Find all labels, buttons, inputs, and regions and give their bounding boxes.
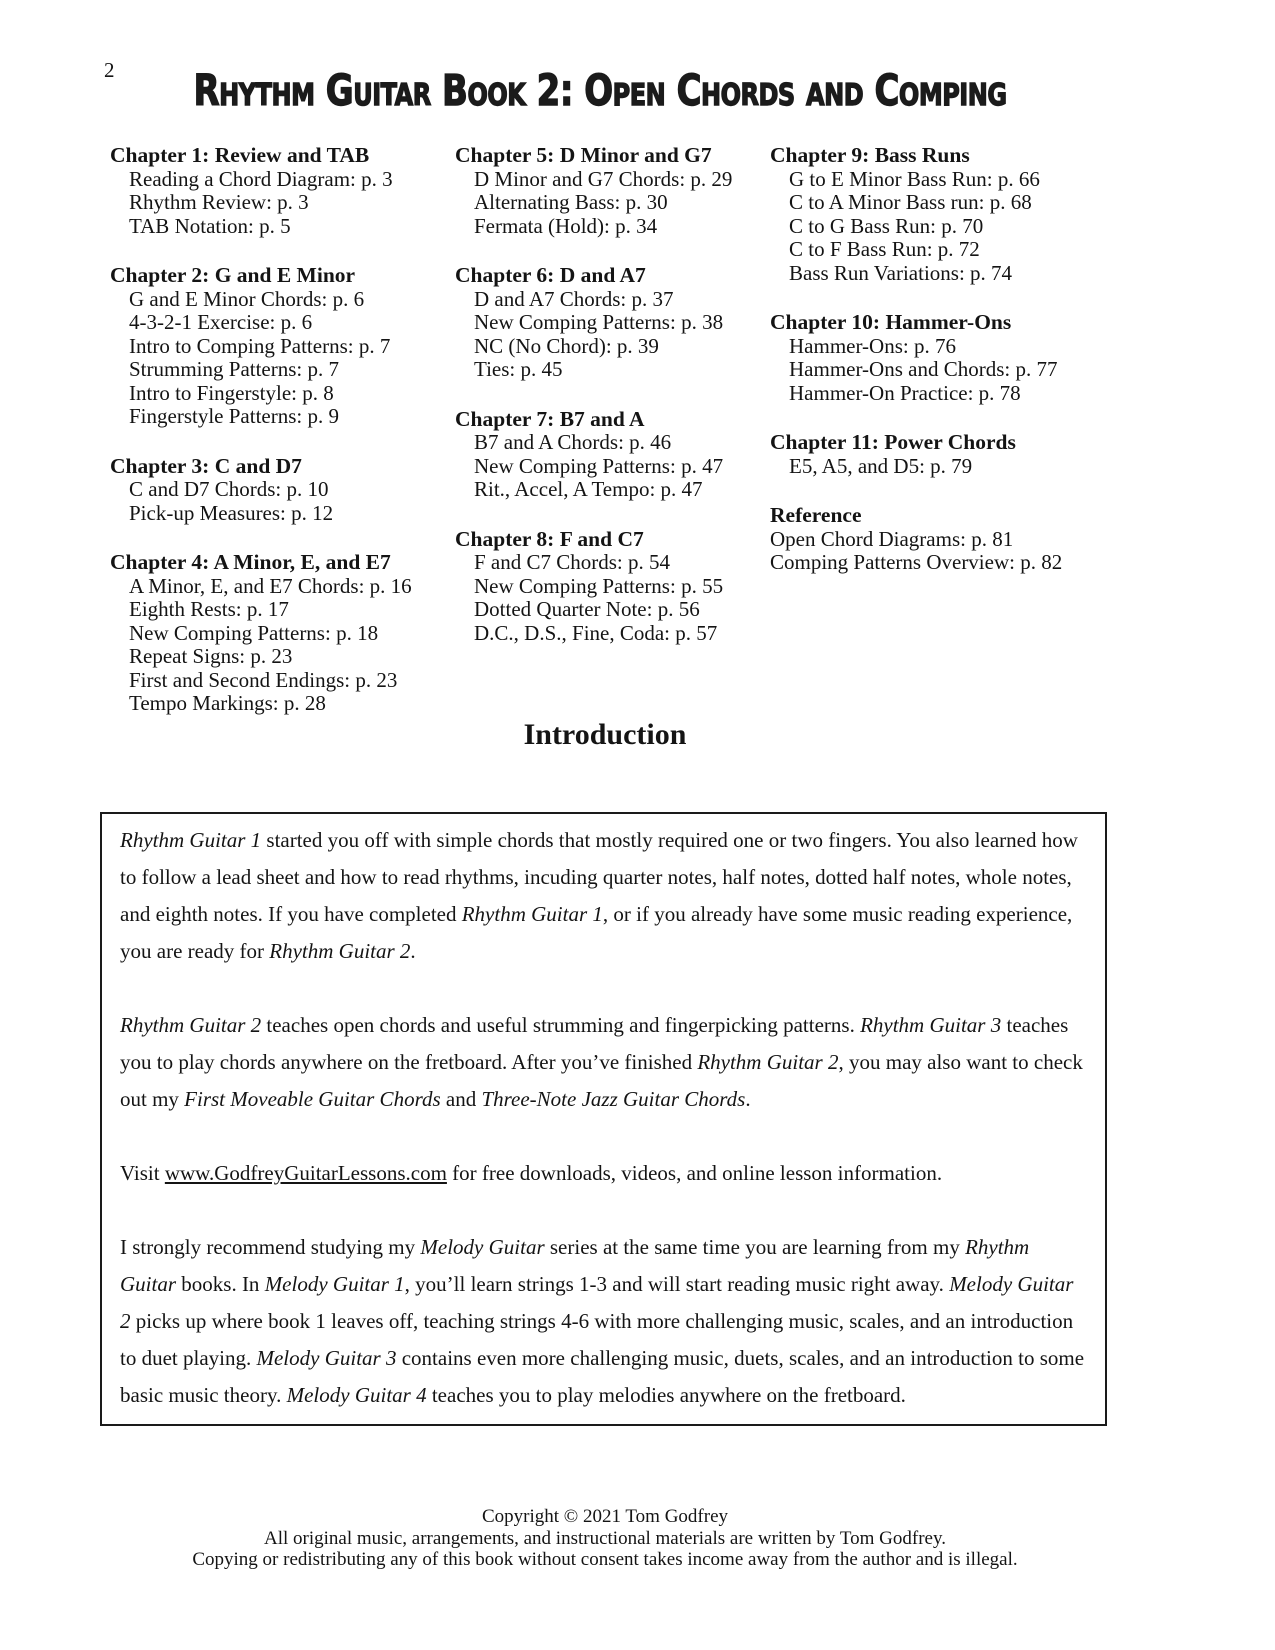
toc-entry: Rhythm Review: p. 3 — [129, 190, 309, 214]
toc-chapter — [455, 264, 770, 382]
book-title: Rhythm Guitar Book 2: Open Chords and Comping — [193, 66, 1007, 116]
toc-chapter-title: Chapter 4: A Minor, E, and E7 — [110, 550, 391, 574]
toc-chapter — [770, 311, 1110, 405]
toc-entry: Pick-up Measures: p. 12 — [129, 500, 334, 525]
toc-chapter — [455, 408, 770, 502]
text-segment: I strongly recommend studying my — [120, 1235, 421, 1259]
toc-entry: Hammer-On Practice: p. 78 — [789, 380, 1021, 405]
toc-chapter — [110, 144, 455, 238]
book-title-reference: Melody Guitar 1 — [264, 1272, 405, 1296]
toc-entry: Strumming Patterns: p. 7 — [129, 357, 339, 381]
text-segment: , or if you already have some music reading experience, you are ready for — [120, 902, 1073, 963]
toc-chapter-title: Chapter 6: D and A7 — [455, 263, 646, 287]
text-segment: books. In — [176, 1272, 265, 1296]
toc-entry: C to A Minor Bass run: p. 68 — [789, 190, 1032, 214]
toc-entry: Fingerstyle Patterns: p. 9 — [129, 404, 339, 428]
toc-entry: Open Chord Diagrams: p. 81 — [770, 526, 1014, 551]
text-segment: teaches you to play chords anywhere on the fretboard. After you’ve finished — [120, 1013, 1069, 1074]
page-number: 2 — [104, 58, 115, 82]
text-segment: teaches you to play melodies anywhere on the fretboard. — [426, 1383, 906, 1407]
intro-paragraph-2 — [120, 1007, 1087, 1118]
toc-column-1 — [110, 144, 455, 742]
book-title-reference: Rhythm Guitar 2 — [697, 1050, 839, 1074]
toc-entry: F and C7 Chords: p. 54 — [474, 550, 671, 574]
intro-paragraph-3 — [120, 1155, 1087, 1192]
book-title-reference: Rhythm Guitar 2 — [269, 939, 411, 963]
toc-entry: C and D7 Chords: p. 10 — [129, 477, 329, 501]
toc-entry: Dotted Quarter Note: p. 56 — [474, 597, 700, 621]
toc-chapter — [770, 431, 1110, 478]
text-segment: series at the same time you are learning from my — [544, 1235, 966, 1259]
text-segment: . — [410, 939, 416, 963]
toc-entry: Comping Patterns Overview: p. 82 — [770, 550, 1063, 574]
toc-entry: Reading a Chord Diagram: p. 3 — [129, 166, 393, 191]
toc-entry: C to G Bass Run: p. 70 — [789, 213, 984, 238]
toc-entry: New Comping Patterns: p. 47 — [474, 453, 724, 478]
book-title-reference: Rhythm Guitar — [120, 1235, 1030, 1296]
book-title-reference: Three-Note Jazz Guitar Chords — [481, 1087, 746, 1111]
toc-entry: G to E Minor Bass Run: p. 66 — [789, 166, 1040, 191]
copyright-line: Copyright © 2021 Tom Godfrey — [481, 1506, 729, 1527]
toc-entry: Alternating Bass: p. 30 — [474, 190, 668, 214]
toc-chapter-title: Chapter 8: F and C7 — [455, 526, 644, 551]
toc-chapter — [455, 528, 770, 646]
toc — [110, 144, 1110, 742]
book-title-reference: First Moveable Guitar Chords — [184, 1087, 441, 1111]
toc-entry: Tempo Markings: p. 28 — [129, 691, 326, 715]
website-link[interactable]: www.GodfreyGuitarLessons.com — [164, 1161, 447, 1185]
text-segment: , you’ll learn strings 1-3 and will start reading music right away. — [404, 1272, 950, 1296]
toc-entry: Bass Run Variations: p. 74 — [789, 260, 1013, 285]
toc-entry: Repeat Signs: p. 23 — [129, 644, 293, 668]
toc-entry: A Minor, E, and E7 Chords: p. 16 — [129, 573, 412, 598]
toc-entry: D Minor and G7 Chords: p. 29 — [474, 166, 733, 191]
toc-entry: New Comping Patterns: p. 38 — [474, 310, 724, 334]
book-title-reference: Rhythm Guitar 3 — [860, 1013, 1002, 1037]
toc-entry: Rit., Accel, A Tempo: p. 47 — [474, 477, 703, 501]
toc-entry: TAB Notation: p. 5 — [129, 213, 291, 238]
toc-entry: G and E Minor Chords: p. 6 — [129, 286, 365, 311]
text-segment: started you off with simple chords that mostly required one or two fingers. You also learned how to follow a lead sheet and how to read rhythms, incuding quarter notes, half notes, dotted half notes, whole notes, and eighth notes. If you have completed — [120, 828, 1078, 926]
authorship-line: All original music, arrangements, and instructional materials are written by Tom Godfrey. — [264, 1527, 946, 1549]
book-title-reference: Rhythm Guitar 1 — [120, 828, 262, 852]
toc-chapter-title: Chapter 1: Review and TAB — [110, 143, 370, 167]
text-segment: , you may also want to check out my — [120, 1050, 1083, 1111]
toc-chapter-title: Chapter 10: Hammer-Ons — [770, 310, 1012, 334]
intro-paragraph-1 — [120, 822, 1087, 970]
text-segment: . — [745, 1087, 751, 1111]
toc-entry: NC (No Chord): p. 39 — [474, 333, 659, 358]
book-title-reference: Melody Guitar 3 — [256, 1346, 397, 1370]
toc-entry: Hammer-Ons and Chords: p. 77 — [789, 357, 1058, 381]
introduction-heading: Introduction — [523, 718, 687, 751]
toc-entry: New Comping Patterns: p. 55 — [474, 573, 724, 598]
toc-chapter-title: Chapter 7: B7 and A — [455, 406, 645, 431]
toc-entry: Hammer-Ons: p. 76 — [789, 333, 956, 358]
toc-chapter-title: Reference — [770, 503, 862, 527]
footer — [0, 1506, 1210, 1571]
book-title-reference: Melody Guitar 4 — [286, 1383, 427, 1407]
text-segment: contains even more challenging music, duets, scales, and an introduction to some basic music theory. — [120, 1346, 1085, 1407]
toc-entry: New Comping Patterns: p. 18 — [129, 620, 379, 645]
toc-entry: Fermata (Hold): p. 34 — [474, 213, 658, 238]
toc-entry: Eighth Rests: p. 17 — [129, 597, 289, 621]
toc-chapter — [110, 455, 455, 526]
legal-line: Copying or redistributing any of this book without consent takes income away from the author and is illegal. — [192, 1549, 1018, 1570]
toc-entry: 4-3-2-1 Exercise: p. 6 — [129, 310, 313, 334]
toc-entry: E5, A5, and D5: p. 79 — [789, 453, 973, 478]
book-title-reference: Rhythm Guitar 1 — [461, 902, 603, 926]
toc-column-3 — [770, 144, 1110, 601]
toc-entry: D and A7 Chords: p. 37 — [474, 286, 674, 311]
toc-column-2 — [455, 144, 770, 671]
text-segment: teaches open chords and useful strumming and fingerpicking patterns. — [261, 1013, 861, 1037]
book-title-reference: Melody Guitar — [420, 1235, 545, 1259]
toc-entry: Intro to Comping Patterns: p. 7 — [129, 333, 391, 358]
toc-chapter-title: Chapter 3: C and D7 — [110, 453, 302, 478]
toc-entry: Ties: p. 45 — [474, 357, 563, 381]
toc-entry: B7 and A Chords: p. 46 — [474, 430, 672, 454]
toc-chapter — [770, 504, 1110, 575]
toc-chapter-title: Chapter 9: Bass Runs — [770, 143, 970, 167]
text-segment: for free downloads, videos, and online lesson information. — [446, 1161, 943, 1185]
toc-chapter — [770, 144, 1110, 285]
toc-entry: Intro to Fingerstyle: p. 8 — [129, 380, 334, 405]
text-segment: picks up where book 1 leaves off, teaching strings 4-6 with more challenging music, scales, and an introduction to duet playing. — [120, 1309, 1074, 1370]
text-segment: Visit — [120, 1161, 165, 1185]
toc-entry: D.C., D.S., Fine, Coda: p. 57 — [474, 620, 718, 645]
toc-chapter-title: Chapter 2: G and E Minor — [110, 263, 356, 287]
toc-chapter-title: Chapter 5: D Minor and G7 — [455, 143, 712, 167]
toc-chapter — [110, 551, 455, 716]
introduction-box — [100, 812, 1107, 1426]
toc-chapter — [455, 144, 770, 238]
toc-entry: C to F Bass Run: p. 72 — [789, 237, 980, 261]
book-title-reference: Melody Guitar 2 — [120, 1272, 1074, 1333]
toc-entry: First and Second Endings: p. 23 — [129, 667, 398, 692]
intro-paragraph-4 — [120, 1229, 1087, 1414]
toc-chapter — [110, 264, 455, 429]
book-title-reference: Rhythm Guitar 2 — [120, 1013, 262, 1037]
toc-chapter-title: Chapter 11: Power Chords — [770, 430, 1016, 454]
text-segment: and — [440, 1087, 482, 1111]
